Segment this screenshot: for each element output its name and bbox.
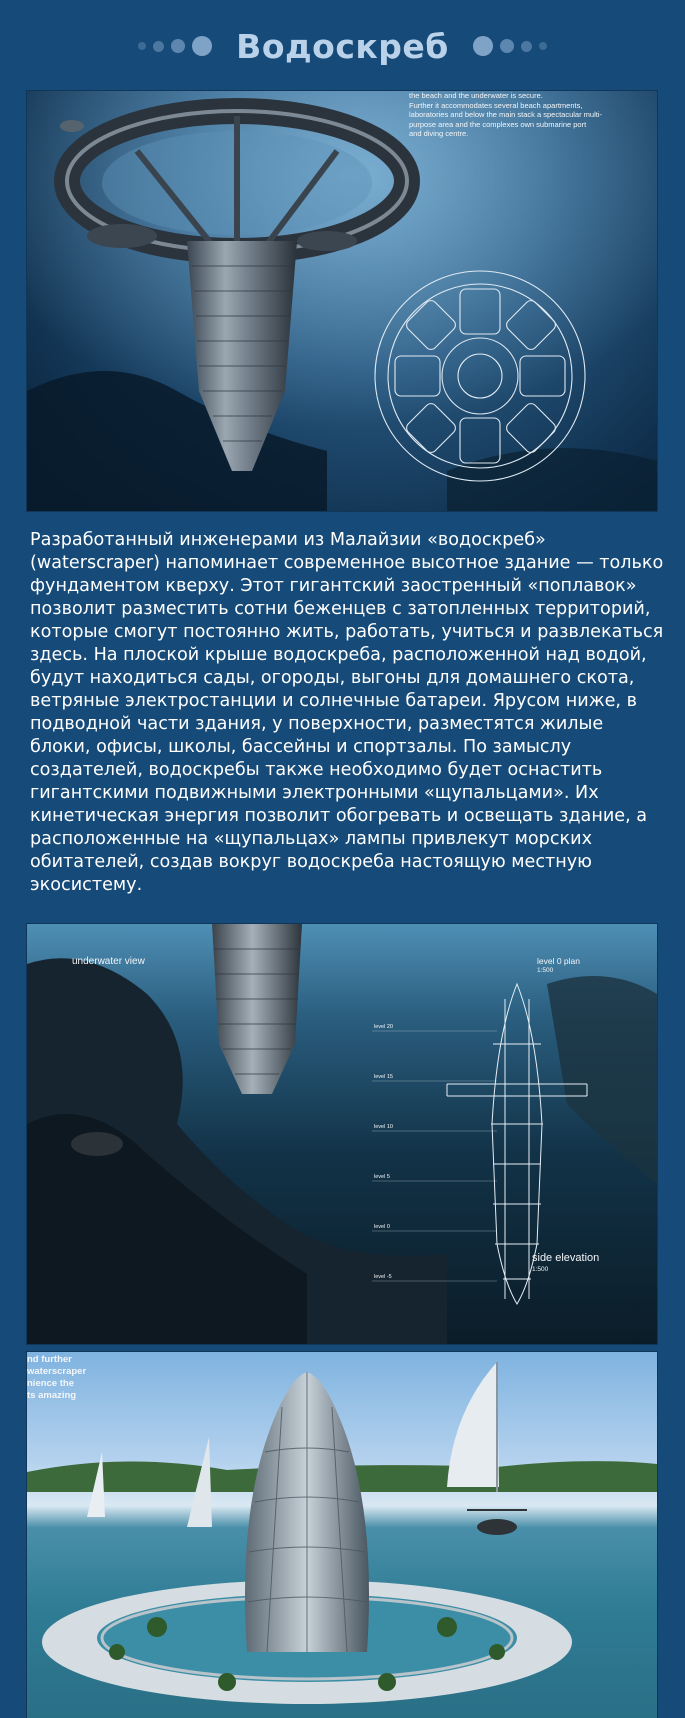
- left-dots-ornament: [138, 36, 212, 56]
- level-label: level 15: [374, 1074, 393, 1080]
- plan-scale: 1:500: [537, 967, 554, 974]
- underwater-elevation-illustration: [27, 924, 657, 1344]
- level-label: level 5: [374, 1174, 390, 1180]
- surface-view-illustration: [27, 1352, 657, 1718]
- caption-line: waterscraper: [27, 1366, 87, 1377]
- ornament-dot-icon: [473, 36, 493, 56]
- render-caption: [409, 91, 649, 139]
- caption-line: nience the: [27, 1378, 74, 1389]
- ornament-dot-icon: [171, 39, 185, 53]
- caption-line: purpose area and the complexes own submarine port: [409, 119, 587, 129]
- level-label: level -5: [374, 1274, 392, 1280]
- level-label: level 10: [374, 1124, 393, 1130]
- plan-label: level 0 plan: [537, 956, 581, 966]
- ornament-dot-icon: [539, 42, 547, 50]
- article-text: Разработанный инженерами из Малайзии «водоскреб» (waterscraper) напоминает современное высотное здание — только фундаментом кверху. Этот гигантский заостренный «поплавок» позволит разместить сотни беженцев с затопленных территорий, которые смогут постоянно жить, работать, учиться и развлекаться здесь. На плоской крыше водоскреба, расположенной над водой, будут находиться сады, огороды, выгоны для домашнего скота, ветряные электростанции и солнечные батареи. Ярусом ниже, в подводной части здания, у поверхности, разместятся жилые блоки, офисы, школы, бассейны и спортзалы. По замыслу создателей, водоскребы также необходимо будет оснастить гигантскими подвижными электронными «щупальцами». Их кинетическая энергия позволит обогревать и освещать здание, а расположенные на «щупальцах» лампы привлекут морских обитателей, создав вокруг водоскреба настоящую местную экосистему.: [30, 530, 664, 895]
- underwater-view-label: underwater view: [72, 956, 145, 967]
- level-label: level 20: [374, 1024, 393, 1030]
- caption-line: Further it accommodates several beach apartments,: [409, 100, 583, 110]
- caption-line: nd further: [27, 1354, 72, 1365]
- waterscraper-surface-render: [27, 1352, 657, 1718]
- elevation-scale: 1:500: [532, 1266, 549, 1273]
- level-label: level 0: [374, 1224, 390, 1230]
- ornament-dot-icon: [138, 42, 146, 50]
- surface-caption: [27, 1354, 86, 1402]
- caption-line: the beach and the underwater is secure.: [409, 91, 543, 100]
- elevation-label: side elevation: [532, 1252, 600, 1264]
- caption-line: laboratories and below the main stack a spectacular multi-: [409, 110, 603, 119]
- caption-line: ts amazing: [27, 1390, 77, 1401]
- page-header: [0, 0, 685, 92]
- underwater-tower-illustration: [27, 91, 657, 511]
- right-dots-ornament: [473, 36, 547, 56]
- page-title: Водоскреб: [236, 26, 449, 66]
- ornament-dot-icon: [153, 41, 164, 52]
- ornament-dot-icon: [500, 39, 514, 53]
- ornament-dot-icon: [521, 41, 532, 52]
- waterscraper-underwater-render: [27, 91, 657, 511]
- waterscraper-elevation-render: [27, 924, 657, 1344]
- ornament-dot-icon: [192, 36, 212, 56]
- caption-line: and diving centre.: [409, 129, 469, 138]
